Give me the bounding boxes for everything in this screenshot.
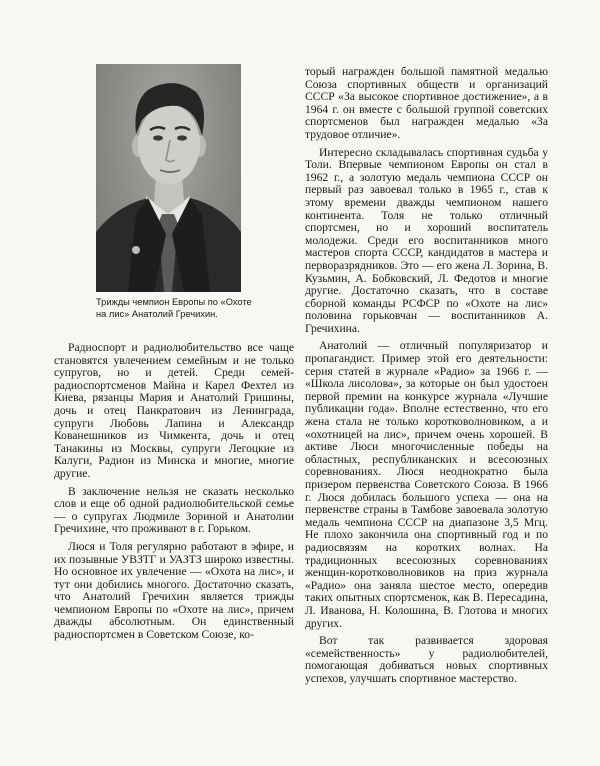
- paragraph: В заключение нельзя не сказать несколько слов и еще об одной радиолюбительской семье — о супругах Людмиле Зориной и Анатолии Гречихине, что проживают в г. Горьком.: [54, 484, 294, 536]
- paragraph: Люся и Толя регулярно работают в эфире, и их позывные УВЗТГ и УАЗТЗ широко известны. Но основное их увлечение — «Охота на лис», и тут они добились многого. Достаточно сказать, что Анатолий Гречихин является трижды чемпионом Европы по «Охоте на лис», причем дважды абсолютным. Он единственный радиоспортсмен в Советском Союзе, ко-: [54, 539, 294, 642]
- right-column: [305, 66, 548, 691]
- paragraph-continuation: торый награжден большой памятной медалью Союза спортивных обществ и организаций СССР «За высокое спортивное достижение», а в 1964 г. он вместе с большой группой советских спортсменов был награжден медалью «За трудовое отличие».: [305, 65, 548, 141]
- paragraph: Вот так развивается здоровая «семейственность» у радиолюбителей, помогающая добиваться новых спортивных успехов, улучшать спортивное мастерство.: [305, 634, 548, 685]
- paragraph: Интересно складывалась спортивная судьба у Толи. Впервые чемпионом Европы он стал в 1962 г., а золотую медаль чемпиона СССР он первый раз завоевал только в 1965 г., став к этому времени дважды чемпионом нашего континента. Толя не только отличный спортсмен, но и хороший воспитатель молодежи. Среди его воспитанников много мастеров спорта СССР, кандидатов в мастера и перворазрядников. Это — его жена Л. Зорина, В. Кузьмин, А. Бобковский, Л. Федотов и многие другие. Достаточно сказать, что в составе сборной команды РСФСР по «Охоте на лис» половина горьковчан — воспитанников А. Гречихина.: [305, 145, 548, 335]
- portrait-photo: [96, 64, 241, 292]
- paragraph: Анатолий — отличный популяризатор и пропагандист. Пример этой его деятельности: серия статей в журнале «Радио» за 1966 г. — «Школа лисолова», за которые он был удостоен первой премии на конкурсе журнала «Лучшие публикации года». Вполне естественно, что его жена стала не только коротковолновиком, а и «охотницей на лис», причем очень хорошей. В активе Люси многочисленные победы на областных, республиканских и всесоюзных соревнованиях. Люся неоднократно была призером первенства Советского Союза. В 1966 г. Люся добилась большого успеха — она на первенстве страны в Тамбове завоевала золотую медаль чемпиона СССР на диапазоне 3,5 Мгц. Не плохо закончила она спортивный год и по радиосвязям на коротких волнах. На традиционных всесоюзных соревнованиях женщин-коротковолновиков на приз журнала «Радио» она заняла шестое место, опередив таких опытных спортсменок, как В. Пересадина, Л. Иванова, Н. Колошина, В. Глотова и многих других.: [305, 339, 548, 630]
- portrait-illustration: [96, 64, 241, 292]
- photo-caption: Трижды чемпион Европы по «Охоте на лис» Анатолий Гречихин.: [96, 297, 252, 319]
- paragraph: Радиоспорт и радиолюбительство все чаще становятся увлечением семейным и не только супругов, но и детей. Среди семей-радиоспортсменов Майна и Карел Фехтел из Киева, рязанцы Мария и Анатолий Гришины, дочь и отец Панкратович из Ленинграда, супруги Любовь Лапина и Александр Кованешников из Чимкента, дочь и отец Танакины из Москвы, супруги Легоцкие из Калуги, Радион из Минска и многие, многие другие.: [54, 341, 294, 480]
- left-column: [54, 342, 294, 647]
